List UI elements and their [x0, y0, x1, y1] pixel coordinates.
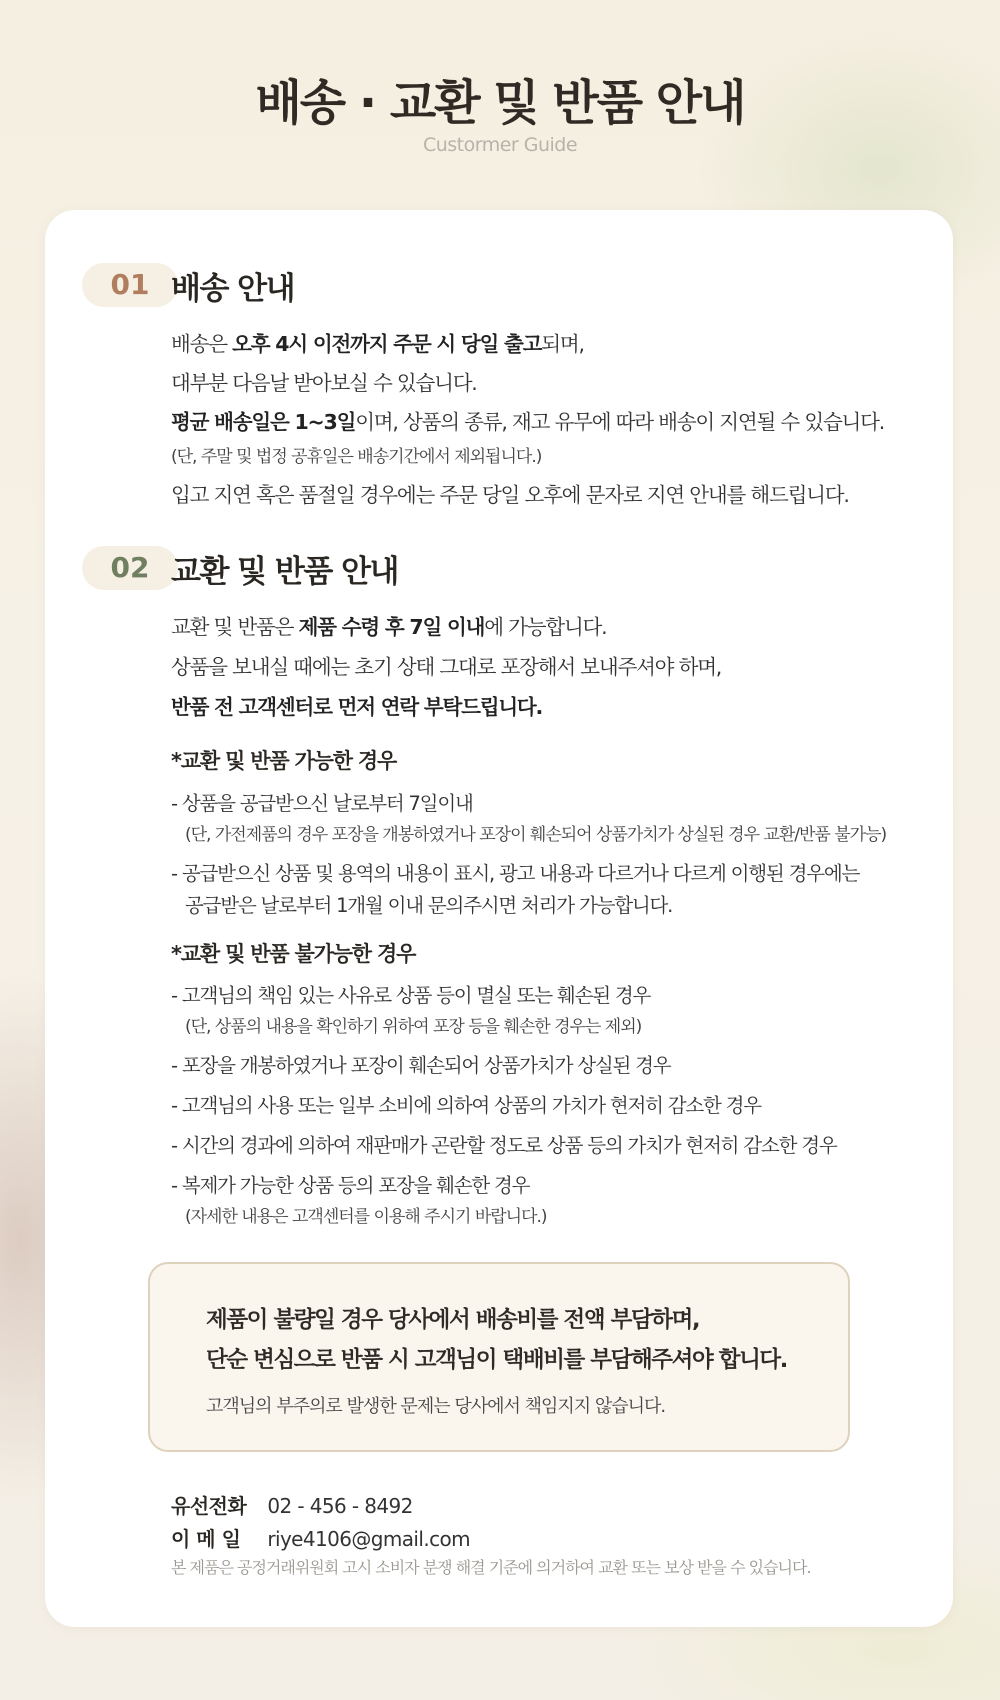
contact-phone: [171, 1490, 413, 1519]
list-item-cont: 공급받은 날로부터 1개월 이내 문의주시면 처리가 가능합니다.: [185, 894, 673, 917]
notice-sub: 고객님의 부주의로 발생한 문제는 당사에서 책임지지 않습니다.: [206, 1396, 666, 1417]
footer-note: 본 제품은 공정거래위원회 고시 소비자 분쟁 해결 기준에 의거하여 교환 또는 보상 받을 수 있습니다.: [171, 1558, 811, 1577]
phone-label: 유선전화: [171, 1494, 247, 1518]
page-title: 배송 · 교환 및 반품 안내: [255, 75, 745, 131]
list-item: - 고객님의 사용 또는 일부 소비에 의하여 상품의 가치가 현저히 감소한 경우: [171, 1094, 761, 1117]
email-value[interactable]: riye4106@gmail.com: [267, 1527, 470, 1551]
guide-card: [45, 210, 953, 1627]
return-line-2: 상품을 보내실 때에는 초기 상태 그대로 포장해서 보내주셔야 하며,: [171, 655, 722, 679]
phone-value[interactable]: 02 - 456 - 8492: [267, 1494, 413, 1518]
notice-line-1: 제품이 불량일 경우 당사에서 배송비를 전액 부담하며,: [206, 1307, 700, 1333]
notice-line-2: 단순 변심으로 반품 시 고객님이 택배비를 부담해주셔야 합니다.: [206, 1347, 787, 1373]
shipping-line-1: 배송은 오후 4시 이전까지 주문 시 당일 출고되며,: [171, 332, 584, 356]
return-line-1: 교환 및 반품은 제품 수령 후 7일 이내에 가능합니다.: [171, 615, 607, 639]
list-item-note: (단, 가전제품의 경우 포장을 개봉하였거나 포장이 훼손되어 상품가치가 상실된 경우 교환/반품 불가능): [185, 825, 887, 845]
list-item: - 고객님의 책임 있는 사유로 상품 등이 멸실 또는 훼손된 경우: [171, 984, 651, 1007]
impossible-heading: *교환 및 반품 불가능한 경우: [171, 942, 416, 966]
shipping-line-5: 입고 지연 혹은 품절일 경우에는 주문 당일 오후에 문자로 지연 안내를 해드립니다.: [171, 483, 849, 507]
list-item: - 포장을 개봉하였거나 포장이 훼손되어 상품가치가 상실된 경우: [171, 1054, 671, 1077]
possible-heading: *교환 및 반품 가능한 경우: [171, 749, 397, 773]
shipping-note: (단, 주말 및 법정 공휴일은 배송기간에서 제외됩니다.): [171, 447, 542, 467]
section-title: 교환 및 반품 안내: [171, 554, 398, 590]
list-item: - 공급받으신 상품 및 용역의 내용이 표시, 광고 내용과 다르거나 다르게 이행된 경우에는: [171, 862, 860, 885]
email-label: 이 메 일: [171, 1527, 241, 1551]
shipping-line-2: 대부분 다음날 받아보실 수 있습니다.: [171, 371, 477, 395]
list-item-note: (자세한 내용은 고객센터를 이용해 주시기 바랍니다.): [185, 1207, 547, 1227]
notice-box: [148, 1262, 850, 1452]
page-subtitle: Custormer Guide: [422, 134, 578, 156]
return-line-3: 반품 전 고객센터로 먼저 연락 부탁드립니다.: [171, 695, 543, 719]
contact-email: [171, 1523, 470, 1552]
section-number-badge: 01: [82, 263, 178, 307]
shipping-line-3: 평균 배송일은 1~3일이며, 상품의 종류, 재고 유무에 따라 배송이 지연될 수 있습니다.: [171, 410, 885, 434]
section-number-badge: 02: [82, 546, 178, 590]
list-item-note: (단, 상품의 내용을 확인하기 위하여 포장 등을 훼손한 경우는 제외): [185, 1017, 642, 1037]
list-item: - 복제가 가능한 상품 등의 포장을 훼손한 경우: [171, 1174, 530, 1197]
list-item: - 상품을 공급받으신 날로부터 7일이내: [171, 792, 473, 815]
section-title: 배송 안내: [171, 271, 295, 307]
list-item: - 시간의 경과에 의하여 재판매가 곤란할 정도로 상품 등의 가치가 현저히 감소한 경우: [171, 1134, 837, 1157]
